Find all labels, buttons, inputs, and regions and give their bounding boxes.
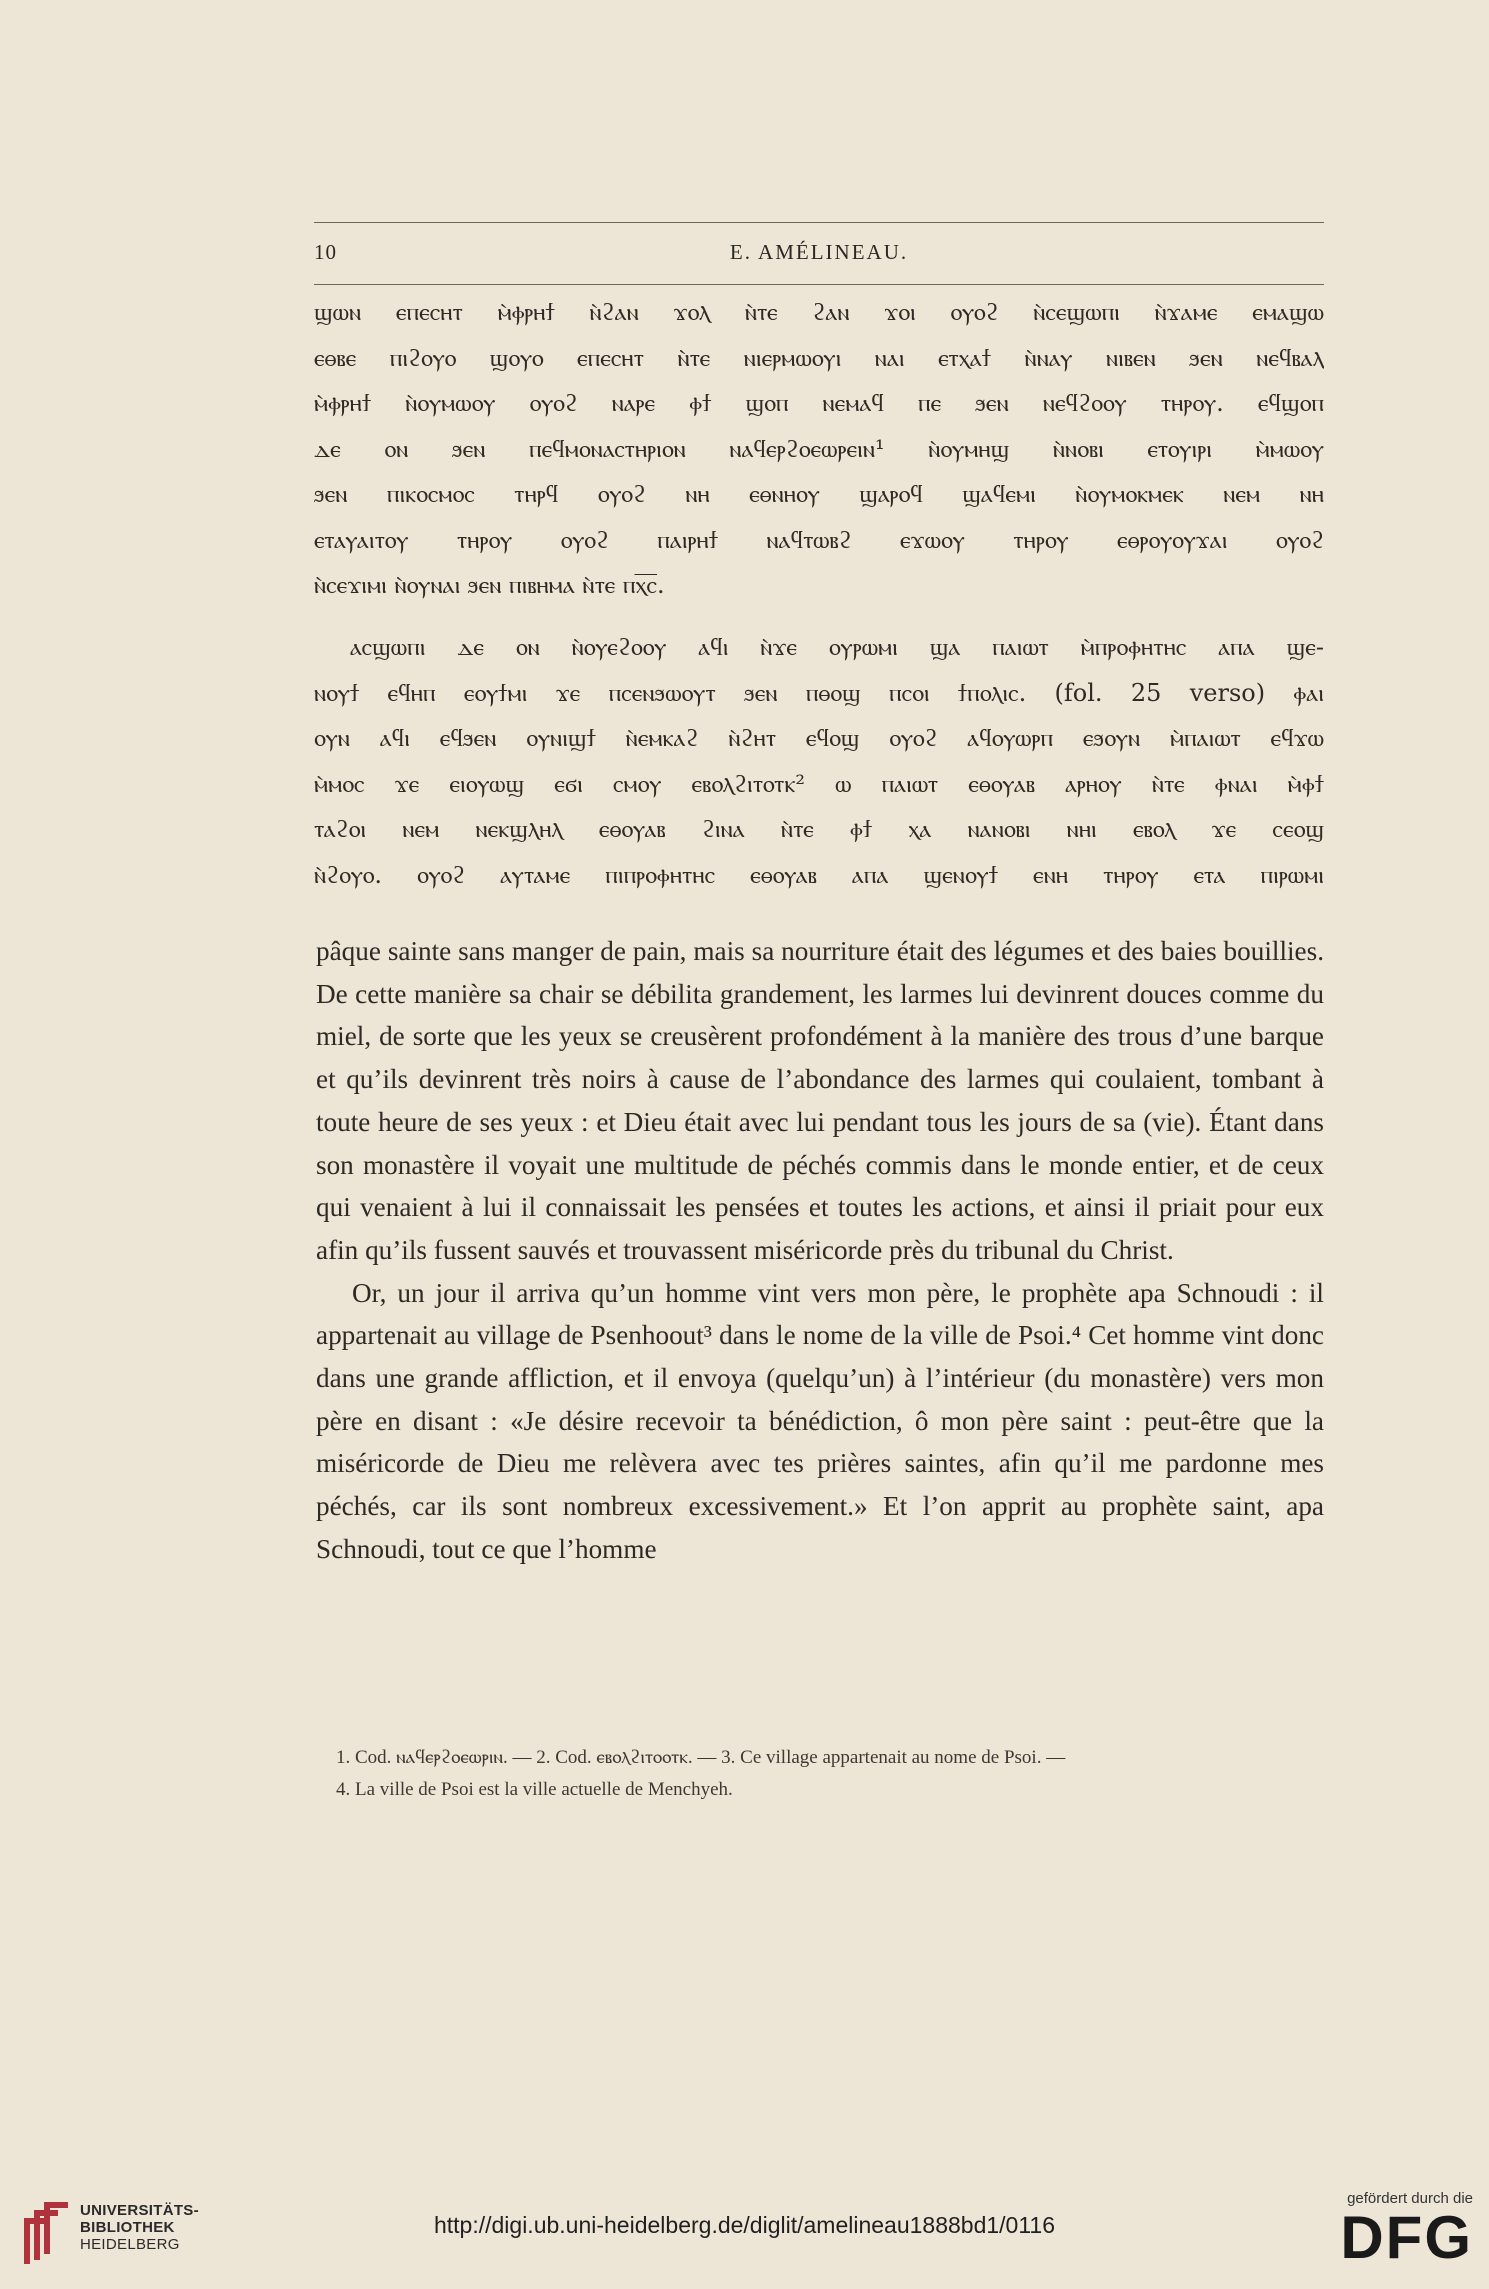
library-name-line: HEIDELBERG [80,2236,180,2253]
footnotes [314,1742,1324,1806]
french-paragraph-1: pâque sainte sans manger de pain, mais sa nourriture était des légumes et des baies bouillies. De cette manière sa chair se débilita grandement, les larmes lui devinrent douces comme du miel, de sorte que les yeux se creusèrent profondément à la manière des trous d’une barque et qu’ils devinrent très noirs à cause de l’abondance des larmes qui coulaient, tombant à toute heure de ses yeux : et Dieu était avec lui pendant tous les jours de sa (vie). Étant dans son monastère il voyait une multitude de péchés commis dans le monde entier, et de ceux qui venaient à lui il connaissait les pensées et toutes les actions, et ainsi il priait pour eux afin qu’ils fussent sauvés et trouvassent miséricorde près du tribunal du Christ. [316,936,1324,1265]
french-translation [316,930,1324,1571]
footnote-line: 1. Cod. ⲛⲁϥⲉⲣϩⲟⲉⲱⲣⲓⲛ. — 2. Cod. ⲉⲃⲟⲗϩⲓⲧⲟⲟⲧⲕ. — 3. Ce village appartenait au nome de Psoi. — [336,1747,1066,1768]
library-name-line: BIBLIOTHEK [80,2219,175,2236]
coptic-line: ⲉⲧⲁⲩⲁⲓⲧⲟⲩ ⲧⲏⲣⲟⲩ ⲟⲩⲟϩ ⲡⲁⲓⲣⲏϯ ⲛⲁϥⲧⲱⲃϩ ⲉϫⲱⲟⲩ ⲧⲏⲣⲟⲩ ⲉⲑⲣⲟⲩⲟⲩϫⲁⲓ ⲟⲩⲟϩ [314,525,1324,554]
coptic-text-block-2 [314,625,1324,898]
dfg-logo[interactable] [1313,2190,1473,2280]
header-bottom-rule [314,284,1324,285]
running-header [314,240,1324,270]
page-number: 10 [314,240,337,264]
permalink-url[interactable]: http://digi.ub.uni-heidelberg.de/diglit/amelineau1888bd1/0116 [433,2212,1056,2238]
coptic-line: ⲛ̀ⲥⲉϫⲓⲙⲓ ⲛ̀ⲟⲩⲛⲁⲓ ϧⲉⲛ ⲡⲓⲃⲏⲙⲁ ⲛ̀ⲧⲉ ⲡⲭ̅ⲥ̅. [314,571,665,599]
coptic-line: ⲁⲥϣⲱⲡⲓ ⲇⲉ ⲟⲛ ⲛ̀ⲟⲩⲉϩⲟⲟⲩ ⲁϥⲓ ⲛ̀ϫⲉ ⲟⲩⲣⲱⲙⲓ ϣⲁ ⲡⲁⲓⲱⲧ ⲙ̀ⲡⲣⲟⲫⲏⲧⲏⲥ ⲁⲡⲁ ϣⲉ- [350,633,1324,661]
coptic-line: ⲛ̀ϩⲟⲩⲟ. ⲟⲩⲟϩ ⲁⲩⲧⲁⲙⲉ ⲡⲓⲡⲣⲟⲫⲏⲧⲏⲥ ⲉⲑⲟⲩⲁⲃ ⲁⲡⲁ ϣⲉⲛⲟⲩϯ ⲉⲛⲏ ⲧⲏⲣⲟⲩ ⲉⲧⲁ ⲡⲓⲣⲱⲙⲓ [314,860,1324,889]
digitization-footer [0,2178,1489,2289]
coptic-line: ϧⲉⲛ ⲡⲓⲕⲟⲥⲙⲟⲥ ⲧⲏⲣϥ ⲟⲩⲟϩ ⲛⲏ ⲉⲑⲛⲏⲟⲩ ϣⲁⲣⲟϥ ϣⲁϥⲉⲙⲓ ⲛ̀ⲟⲩⲙⲟⲕⲙⲉⲕ ⲛⲉⲙ ⲛⲏ [314,480,1324,508]
header-top-rule [314,222,1324,223]
footnote-line: 4. La ville de Psoi est la ville actuelle de Menchyeh. [336,1779,733,1800]
coptic-line: ϣⲱⲛ ⲉⲡⲉⲥⲏⲧ ⲙ̀ⲫⲣⲏϯ ⲛ̀ϩⲁⲛ ϫⲟⲗ ⲛ̀ⲧⲉ ϩⲁⲛ ϫⲟⲓ ⲟⲩⲟϩ ⲛ̀ⲥⲉϣⲱⲡⲓ ⲛ̀ϫⲁⲙⲉ ⲉⲙⲁϣⲱ [314,298,1324,326]
coptic-text-block-1 [314,290,1324,609]
coptic-line: ⲧⲁϩⲟⲓ ⲛⲉⲙ ⲛⲉⲕϣⲗⲏⲗ ⲉⲑⲟⲩⲁⲃ ϩⲓⲛⲁ ⲛ̀ⲧⲉ ⲫϯ ⲭⲁ ⲛⲁⲛⲟⲃⲓ ⲛⲏⲓ ⲉⲃⲟⲗ ϫⲉ ⲥⲉⲟϣ [314,815,1324,843]
coptic-line: ⲟⲩⲛ ⲁϥⲓ ⲉϥϧⲉⲛ ⲟⲩⲛⲓϣϯ ⲛ̀ⲉⲙⲕⲁϩ ⲛ̀ϩⲏⲧ ⲉϥⲟϣ ⲟⲩⲟϩ ⲁϥⲟⲩⲱⲣⲡ ⲉϧⲟⲩⲛ ⲙ̀ⲡⲁⲓⲱⲧ ⲉϥϫⲱ [314,724,1324,752]
running-title: E. AMÉLINEAU. [729,240,909,264]
dfg-wordmark: DFG [1340,2204,1473,2271]
coptic-line: ⲇⲉ ⲟⲛ ϧⲉⲛ ⲡⲉϥⲙⲟⲛⲁⲥⲧⲏⲣⲓⲟⲛ ⲛⲁϥⲉⲣϩⲟⲉⲱⲣⲉⲓⲛ¹ ⲛ̀ⲟⲩⲙⲏϣ ⲛ̀ⲛⲟⲃⲓ ⲉⲧⲟⲩⲓⲣⲓ ⲙ̀ⲙⲱⲟⲩ [314,434,1324,463]
coptic-line: ⲙ̀ⲙⲟⲥ ϫⲉ ⲉⲓⲟⲩⲱϣ ⲉϭⲓ ⲥⲙⲟⲩ ⲉⲃⲟⲗϩⲓⲧⲟⲧⲕ² ⲱ ⲡⲁⲓⲱⲧ ⲉⲑⲟⲩⲁⲃ ⲁⲣⲏⲟⲩ ⲛ̀ⲧⲉ ⲫⲛⲁⲓ ⲙ̀ⲫϯ [314,769,1324,798]
funding-text: gefördert durch die [1347,2190,1473,2207]
coptic-line: ⲛⲟⲩϯ ⲉϥⲏⲡ ⲉⲟⲩϯⲙⲓ ϫⲉ ⲡⲥⲉⲛϧⲱⲟⲩⲧ ϧⲉⲛ ⲡⲑⲟϣ ⲡⲥⲟⲓ ϯⲡⲟⲗⲓⲥ. (fol. 25 verso) ⲫⲁⲓ [314,678,1324,707]
coptic-line: ⲉⲑⲃⲉ ⲡⲓϩⲟⲩⲟ ϣⲟⲩⲟ ⲉⲡⲉⲥⲏⲧ ⲛ̀ⲧⲉ ⲛⲓⲉⲣⲙⲱⲟⲩⲓ ⲛⲁⲓ ⲉⲧⲭⲁϯ ⲛ̀ⲛⲁⲩ ⲛⲓⲃⲉⲛ ϧⲉⲛ ⲛⲉϥⲃⲁⲗ [314,343,1324,372]
french-paragraph-2: Or, un jour il arriva qu’un homme vint vers mon père, le prophète apa Schnoudi : il appartenait au village de Psenhoout³ dans le nome de la ville de Psoi.⁴ Cet homme vint donc dans une grande affliction, et il envoya (quelqu’un) à l’intérieur (du monastère) vers mon père en disant : «Je désire recevoir ta bénédiction, ô mon père saint : peut-être que la miséricorde de Dieu me relèvera avec tes prières saintes, afin qu’il me pardonne mes péchés, car ils sont nombreux excessivement.» Et l’on apprit au prophète saint, apa Schnoudi, tout ce que l’homme [316,1277,1324,1564]
library-name-line: UNIVERSITÄTS- [80,2202,199,2219]
coptic-line: ⲙ̀ⲫⲣⲏϯ ⲛ̀ⲟⲩⲙⲱⲟⲩ ⲟⲩⲟϩ ⲛⲁⲣⲉ ⲫϯ ϣⲟⲡ ⲛⲉⲙⲁϥ ⲡⲉ ϧⲉⲛ ⲛⲉϥϩⲟⲟⲩ ⲧⲏⲣⲟⲩ. ⲉϥϣⲟⲡ [314,389,1324,417]
